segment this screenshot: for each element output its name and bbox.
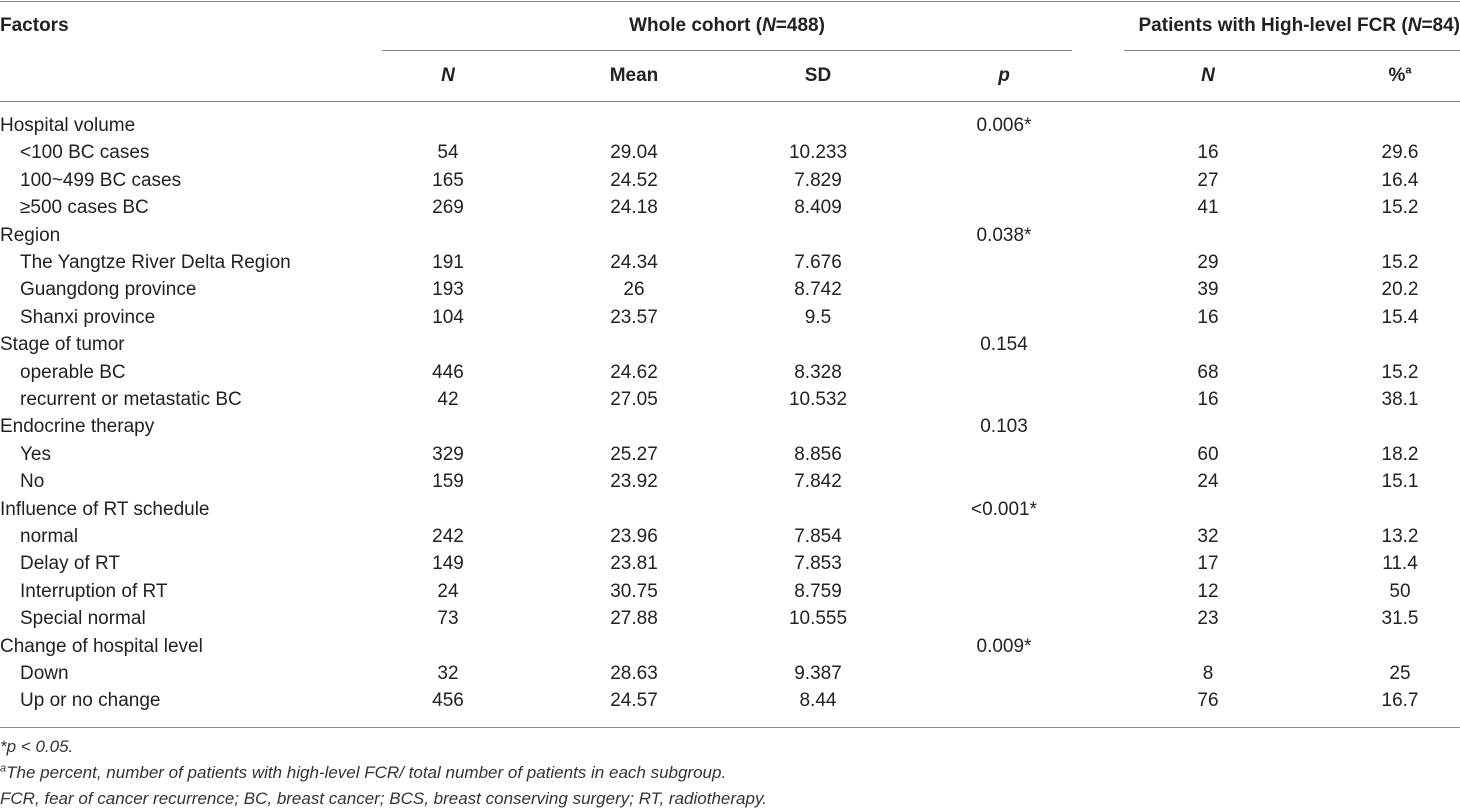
cell-mean: 27.05 <box>610 389 658 410</box>
cell-sd: 7.842 <box>794 471 842 493</box>
cell-n: 104 <box>432 306 464 328</box>
row-label: recurrent or metastatic BC <box>20 389 242 410</box>
group-label: Stage of tumor <box>0 334 125 356</box>
cell-percent: 15.1 <box>1381 471 1419 493</box>
cell-mean: 26 <box>623 279 645 301</box>
cell-n: 242 <box>432 526 464 547</box>
cell-high-n: 60 <box>1197 443 1219 465</box>
cell-percent: 38.1 <box>1381 389 1419 410</box>
cell-p: 0.009* <box>976 635 1032 657</box>
cell-mean: 24.57 <box>610 690 658 712</box>
cell-high-n: 27 <box>1197 169 1219 191</box>
footnote-percent-text: The percent, number of patients with high-level FCR/ total number of patients in each subgroup. <box>6 763 727 782</box>
cell-sd: 7.829 <box>794 169 842 191</box>
cell-n: 42 <box>437 389 459 410</box>
cell-mean: 24.62 <box>610 361 658 383</box>
row-label: Interruption of RT <box>20 580 168 602</box>
cell-high-n: 24 <box>1197 471 1219 493</box>
row-label: <100 BC cases <box>20 142 150 164</box>
cell-percent: 25 <box>1389 663 1411 684</box>
group-label: Change of hospital level <box>0 635 203 657</box>
row-label: No <box>20 471 45 493</box>
row-label: Yes <box>20 443 51 465</box>
cell-sd: 7.853 <box>794 553 842 575</box>
whole-cohort-header <box>382 15 1072 37</box>
cell-p: 0.154 <box>980 334 1028 356</box>
row-label: normal <box>20 526 79 547</box>
whole-cohort-suffix: =488) <box>775 15 825 36</box>
cell-sd: 10.532 <box>788 389 848 410</box>
row-label: Special normal <box>20 608 146 630</box>
cell-percent: 50 <box>1389 580 1411 602</box>
high-fcr-suffix: =84) <box>1421 15 1460 36</box>
cell-n: 149 <box>432 553 464 575</box>
cell-n: 446 <box>432 361 464 383</box>
high-fcr-prefix: Patients with High-level FCR ( <box>1138 15 1408 36</box>
cell-sd: 8.856 <box>794 443 842 465</box>
cell-high-n: 17 <box>1197 553 1219 575</box>
cell-percent: 20.2 <box>1381 279 1419 301</box>
group1-underline <box>382 50 1072 51</box>
cell-n: 159 <box>432 471 464 493</box>
cell-sd: 8.409 <box>794 197 842 219</box>
cell-percent: 15.2 <box>1381 252 1419 273</box>
cell-n: 456 <box>432 690 464 712</box>
cell-high-n: 12 <box>1197 580 1219 602</box>
footnote-abbreviations: FCR, fear of cancer recurrence; BC, breast cancer; BCS, breast conserving surgery; RT, radiotherapy. <box>0 789 767 808</box>
col-header-sd: SD <box>804 65 832 86</box>
footnote-percent <box>0 763 726 783</box>
cell-high-n: 29 <box>1197 252 1219 273</box>
header-bottom-rule <box>0 101 1460 102</box>
cell-n: 32 <box>437 663 459 684</box>
cell-p: 0.103 <box>980 416 1028 438</box>
row-label: operable BC <box>20 361 126 383</box>
cell-n: 193 <box>432 279 464 301</box>
high-fcr-n-symbol: N <box>1407 15 1422 36</box>
cell-mean: 23.92 <box>610 471 658 493</box>
cell-high-n: 76 <box>1197 690 1219 712</box>
cell-sd: 7.854 <box>794 526 842 547</box>
cell-mean: 23.57 <box>610 306 658 328</box>
col-header-mean: Mean <box>609 65 659 86</box>
cell-sd: 8.742 <box>794 279 842 301</box>
group-label: Hospital volume <box>0 115 136 136</box>
cell-mean: 25.27 <box>610 443 658 465</box>
cell-high-n: 16 <box>1197 142 1219 164</box>
cell-percent: 31.5 <box>1381 608 1419 630</box>
cell-sd: 9.387 <box>794 663 842 684</box>
cell-high-n: 23 <box>1197 608 1219 630</box>
top-rule <box>0 1 1460 2</box>
footnote-significance: *p < 0.05. <box>0 737 74 756</box>
group-label: Endocrine therapy <box>0 416 155 438</box>
cell-percent: 15.2 <box>1381 361 1419 383</box>
table-bottom-rule <box>0 727 1460 728</box>
cell-mean: 29.04 <box>610 142 658 164</box>
whole-cohort-n-symbol: N <box>762 15 776 36</box>
cell-mean: 28.63 <box>610 663 658 684</box>
factors-header: Factors <box>0 15 69 36</box>
cell-mean: 23.96 <box>610 526 658 547</box>
col-header-percent <box>1350 65 1450 87</box>
cell-n: 191 <box>432 252 464 273</box>
cell-p: 0.038* <box>976 224 1032 246</box>
col-header-p: p <box>998 65 1010 86</box>
group-label: Influence of RT schedule <box>0 498 210 520</box>
cell-high-n: 39 <box>1197 279 1219 301</box>
cell-percent: 15.4 <box>1381 306 1419 328</box>
cell-high-n: 41 <box>1197 197 1219 219</box>
whole-cohort-prefix: Whole cohort ( <box>629 15 763 36</box>
cell-n: 73 <box>437 608 459 630</box>
cell-sd: 8.328 <box>794 361 842 383</box>
cell-sd: 10.233 <box>788 142 848 164</box>
cell-percent: 16.7 <box>1381 690 1419 712</box>
cell-n: 24 <box>437 580 459 602</box>
cell-sd: 8.44 <box>799 690 837 712</box>
cell-sd: 7.676 <box>794 252 842 273</box>
row-label: Up or no change <box>20 690 161 712</box>
row-label: The Yangtze River Delta Region <box>20 252 291 273</box>
cell-percent: 18.2 <box>1381 443 1419 465</box>
cell-high-n: 16 <box>1197 306 1219 328</box>
cell-percent: 29.6 <box>1381 142 1419 164</box>
cell-mean: 24.34 <box>610 252 658 273</box>
cell-high-n: 32 <box>1197 526 1219 547</box>
col-header-high-n: N <box>1201 65 1215 86</box>
group-label: Region <box>0 224 61 246</box>
footnote-percent-sup: a <box>0 762 7 775</box>
col-header-n: N <box>441 65 455 86</box>
cell-sd: 9.5 <box>804 306 832 328</box>
cell-high-n: 68 <box>1197 361 1219 383</box>
cell-percent: 13.2 <box>1381 526 1419 547</box>
cell-mean: 24.52 <box>610 169 658 191</box>
cell-percent: 15.2 <box>1381 197 1419 219</box>
cell-mean: 30.75 <box>610 580 658 602</box>
cell-p: 0.006* <box>976 115 1032 136</box>
row-label: Down <box>20 663 69 684</box>
cell-p: <0.001* <box>970 498 1038 520</box>
group2-underline <box>1124 50 1460 51</box>
cell-percent: 11.4 <box>1382 553 1418 575</box>
cell-mean: 24.18 <box>610 197 658 219</box>
cell-sd: 8.759 <box>794 580 842 602</box>
cell-n: 54 <box>437 142 459 164</box>
row-label: 100~499 BC cases <box>20 169 182 191</box>
cell-mean: 27.88 <box>610 608 658 630</box>
row-label: Guangdong province <box>20 279 197 301</box>
row-label: Shanxi province <box>20 306 156 328</box>
cell-n: 165 <box>432 169 464 191</box>
cell-n: 329 <box>432 443 464 465</box>
cell-high-n: 8 <box>1202 663 1214 684</box>
cell-percent: 16.4 <box>1381 169 1419 191</box>
cell-high-n: 16 <box>1197 389 1219 410</box>
row-label: ≥500 cases BC <box>20 197 149 219</box>
col-header-percent-sup: a <box>1405 64 1412 77</box>
col-header-percent-text: % <box>1388 65 1406 86</box>
cell-mean: 23.81 <box>610 553 658 575</box>
row-label: Delay of RT <box>20 553 120 575</box>
cell-sd: 10.555 <box>788 608 848 630</box>
high-fcr-header <box>1124 15 1460 37</box>
cell-n: 269 <box>432 197 464 219</box>
